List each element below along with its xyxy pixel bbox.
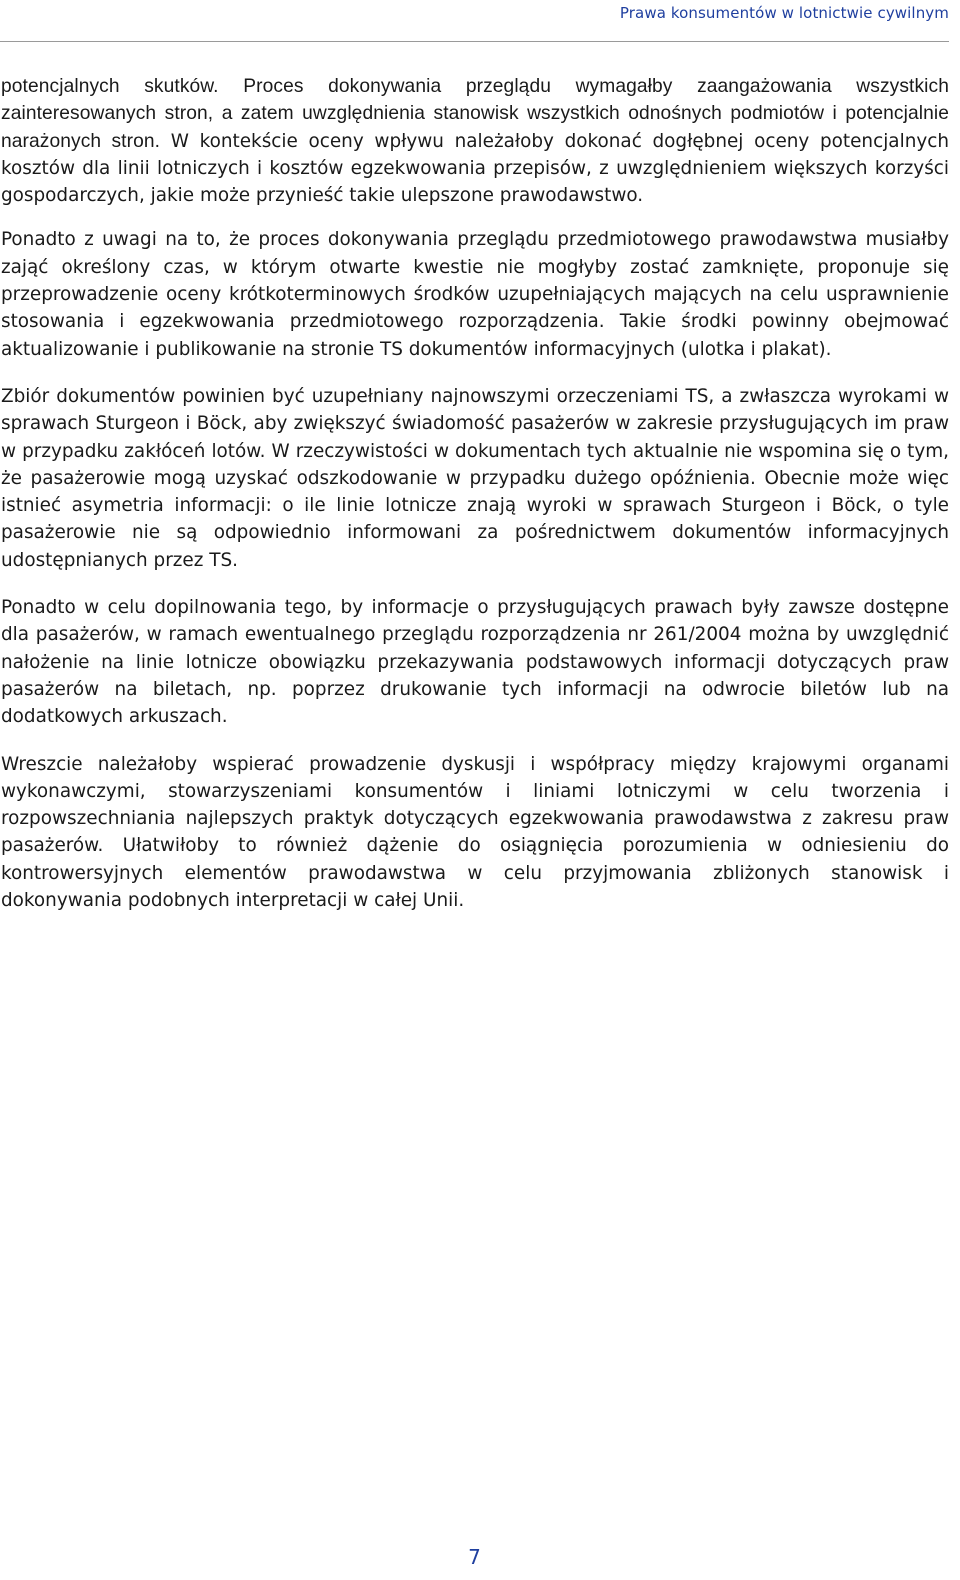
page-number: 7	[468, 1545, 481, 1569]
paragraph-3: Zbiór dokumentów powinien być uzupełniany najnowszymi orzeczeniami TS, a zwłaszcza wyrokami w sprawach Sturgeon i Böck, aby zwiększyć świadomość pasażerów w zakresie przysługujących im praw w przypadku zakłóceń lotów. W rzeczywistości w dokumentach tych aktualnie nie wspomina się o tym, że pasażerowie mogą uzyskać odszkodowanie w przypadku dużego opóźnienia. Obecnie może więc istnieć asymetria informacji: o ile linie lotnicze znają wyroki w sprawach Sturgeon i Böck, o tyle pasażerowie nie są odpowiednio informowani za pośrednictwem dokumentów informacyjnych udostępnianych przez TS.	[1, 385, 949, 571]
paragraph-1-lead: potencjalnych skutków. Proces dokonywania przeglądu wymagałby zaangażowania wszystkich zainteresowanych stron, a zatem uwzględnienia stanowisk wszystkich odnośnych podmiotów i potencjalnie narażonych stron.	[1, 76, 949, 152]
running-header-title: Prawa konsumentów w lotnictwie cywilnym	[619, 4, 949, 22]
paragraph-5: Wreszcie należałoby wspierać prowadzenie dyskusji i współpracy między krajowymi organami wykonawczymi, stowarzyszeniami konsumentów i liniami lotniczymi w celu tworzenia i rozpowszechniania najlepszych praktyk dotyczących egzekwowania prawodawstwa z zakresu praw pasażerów. Ułatwiłoby to również dążenie do osiągnięcia porozumienia w odniesieniu do kontrowersyjnych elementów prawodawstwa w celu przyjmowania zbliżonych stanowisk i dokonywania podobnych interpretacji w całej Unii.	[1, 753, 949, 912]
paragraph-4: Ponadto w celu dopilnowania tego, by informacje o przysługujących prawach były zawsze dostępne dla pasażerów, w ramach ewentualnego przeglądu rozporządzenia nr 261/2004 można by uwzględnić nałożenie na linie lotnicze obowiązku przekazywania podstawowych informacji dotyczących praw pasażerów na biletach, np. poprzez drukowanie tych informacji na odwrocie biletów lub na dodatkowych arkuszach.	[1, 597, 949, 728]
paragraph-1	[1, 73, 949, 209]
header-divider	[0, 41, 949, 42]
document-body	[1, 73, 949, 934]
paragraph-2: Ponadto z uwagi na to, że proces dokonywania przeglądu przedmiotowego prawodawstwa musiałby zająć określony czas, w którym otwarte kwestie nie mogłyby zostać zamknięte, proponuje się przeprowadzenie oceny krótkoterminowych środków uzupełniających mających na celu usprawnienie stosowania i egzekwowania przedmiotowego rozporządzenia. Takie środki powinny obejmować aktualizowanie i publikowanie na stronie TS dokumentów informacyjnych (ulotka i plakat).	[1, 229, 949, 360]
paragraph-1-tail: W kontekście oceny wpływu należałoby dokonać dogłębnej oceny potencjalnych kosztów dla linii lotniczych i kosztów egzekwowania przepisów, z uwzględnieniem większych korzyści gospodarczych, jakie może przynieść takie ulepszone prawodawstwo.	[1, 130, 949, 207]
